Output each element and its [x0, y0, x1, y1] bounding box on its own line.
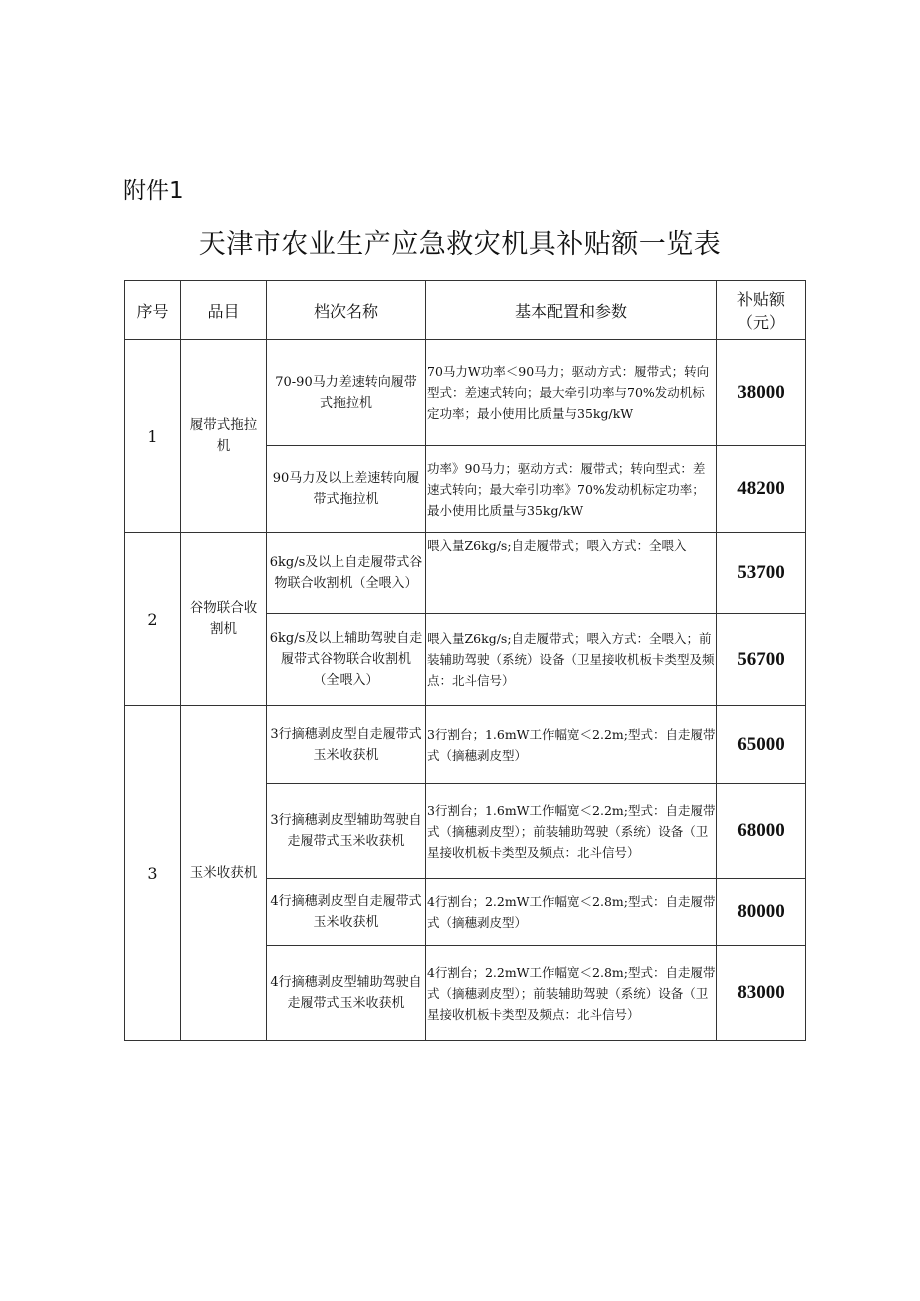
subsidy-amount: 80000	[717, 879, 806, 946]
group-item: 履带式拖拉机	[181, 340, 267, 533]
spec-text: 喂入量Z6kg/s;自走履带式；喂入方式：全喂入；前装辅助驾驶（系统）设备（卫星接收机板卡类型及频点：北斗信号）	[426, 614, 717, 706]
spec-text: 喂入量Z6kg/s;自走履带式；喂入方式：全喂入	[426, 533, 717, 614]
spec-text: 4行割台；2.2mW工作幅宽＜2.8m;型式：自走履带式（摘穗剥皮型）	[426, 879, 717, 946]
spec-text: 功率》90马力；驱动方式：履带式；转向型式：差速式转向；最大牵引功率》70%发动机标定功率；最小使用比质量与35kg/kW	[426, 446, 717, 533]
subsidy-table	[124, 280, 806, 1041]
grade-name: 90马力及以上差速转向履带式拖拉机	[267, 446, 426, 533]
table-row	[125, 533, 806, 614]
table-header-row	[125, 281, 806, 340]
page-title: 天津市农业生产应急救灾机具补贴额一览表	[198, 229, 722, 260]
grade-name: 6kg/s及以上自走履带式谷物联合收割机（全喂入）	[267, 533, 426, 614]
header-amount: 补贴额（元）	[717, 281, 806, 340]
subsidy-amount: 83000	[717, 946, 806, 1041]
spec-text: 70马力W功率＜90马力；驱动方式：履带式；转向型式：差速式转向；最大牵引功率与70%发动机标定功率；最小使用比质量与35kg/kW	[426, 340, 717, 446]
grade-name: 4行摘穗剥皮型辅助驾驶自走履带式玉米收获机	[267, 946, 426, 1041]
subsidy-amount: 56700	[717, 614, 806, 706]
subsidy-amount: 48200	[717, 446, 806, 533]
grade-name: 4行摘穗剥皮型自走履带式玉米收获机	[267, 879, 426, 946]
subsidy-amount: 68000	[717, 784, 806, 879]
group-seq: 3	[125, 706, 181, 1041]
spec-text: 3行割台；1.6mW工作幅宽＜2.2m;型式：自走履带式（摘穗剥皮型）；前装辅助驾驶（系统）设备（卫星接收机板卡类型及频点：北斗信号）	[426, 784, 717, 879]
attachment-label: 附件1	[123, 178, 184, 204]
group-item: 玉米收获机	[181, 706, 267, 1041]
spec-text: 3行割台；1.6mW工作幅宽＜2.2m;型式：自走履带式（摘穗剥皮型）	[426, 706, 717, 784]
subsidy-amount: 65000	[717, 706, 806, 784]
header-grade: 档次名称	[267, 281, 426, 340]
grade-name: 6kg/s及以上辅助驾驶自走履带式谷物联合收割机（全喂入）	[267, 614, 426, 706]
grade-name: 3行摘穗剥皮型辅助驾驶自走履带式玉米收获机	[267, 784, 426, 879]
group-seq: 2	[125, 533, 181, 706]
grade-name: 70-90马力差速转向履带式拖拉机	[267, 340, 426, 446]
grade-name: 3行摘穗剥皮型自走履带式玉米收获机	[267, 706, 426, 784]
group-item: 谷物联合收割机	[181, 533, 267, 706]
header-item: 品目	[181, 281, 267, 340]
subsidy-amount: 53700	[717, 533, 806, 614]
group-seq: 1	[125, 340, 181, 533]
spec-text: 4行割台；2.2mW工作幅宽＜2.8m;型式：自走履带式（摘穗剥皮型）；前装辅助驾驶（系统）设备（卫星接收机板卡类型及频点：北斗信号）	[426, 946, 717, 1041]
header-spec: 基本配置和参数	[426, 281, 717, 340]
header-seq: 序号	[125, 281, 181, 340]
table-row	[125, 340, 806, 446]
subsidy-amount: 38000	[717, 340, 806, 446]
table-row	[125, 706, 806, 784]
